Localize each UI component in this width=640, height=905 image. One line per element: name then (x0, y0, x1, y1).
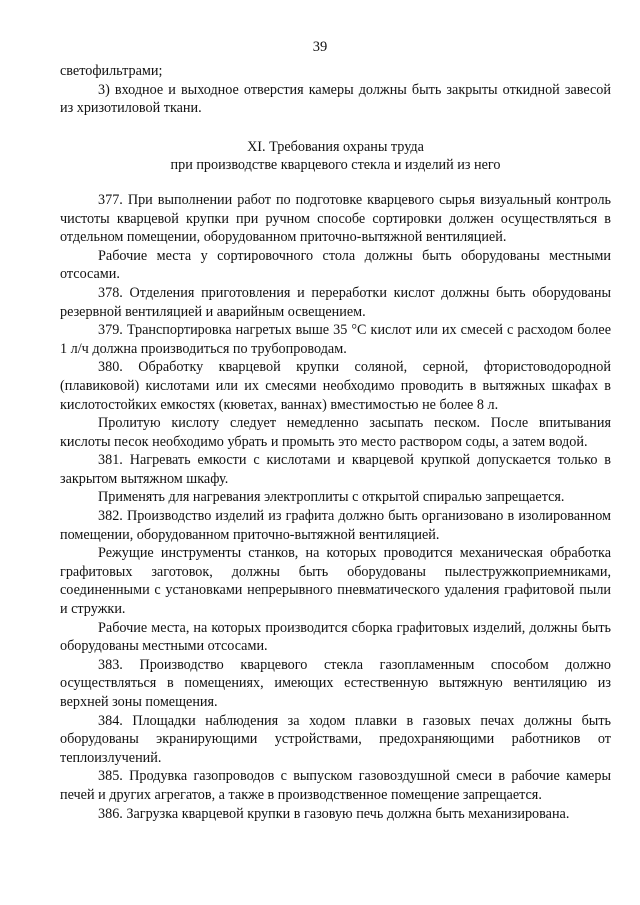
paragraph-379: 379. Транспортировка нагретых выше 35 °С кислот или их смесей с расходом более 1 л/ч должна производиться по трубопроводам. (60, 322, 611, 357)
paragraph-383: 383. Производство кварцевого стекла газопламенным способом должно осуществляться в помещениях, имеющих естественную вытяжную вентиляцию из верхней зоны помещения. (60, 656, 611, 710)
section-subtitle: при производстве кварцевого стекла и изделий из него (170, 157, 501, 174)
document-body (60, 62, 611, 823)
paragraph-382-cont-1: Режущие инструменты станков, на которых проводится механическая обработка графитовых заготовок, должны быть оборудованы пылестружкоприемниками, соединенными с установками непрерывного пневматического удаления графитовой пыли и стружки. (60, 545, 611, 618)
paragraph-381: 381. Нагревать емкости с кислотами и кварцевой крупкой допускается только в закрытом вытяжном шкафу. (60, 452, 611, 487)
intro-item-3: 3) входное и выходное отверстия камеры должны быть закрыты откидной завесой из хризотиловой ткани. (60, 81, 611, 117)
paragraph-385: 385. Продувка газопроводов с выпуском газовоздушной смеси в рабочие камеры печей и других агрегатов, а также в производственное помещение запрещается. (60, 768, 611, 803)
intro-line-1: светофильтрами; (60, 63, 163, 79)
section-heading (60, 138, 611, 175)
paragraph-381-cont: Применять для нагревания электроплиты с открытой спиралью запрещается. (98, 489, 565, 506)
paragraph-380: 380. Обработку кварцевой крупки соляной, серной, фтористоводородной (плавиковой) кислотами или их смесями необходимо проводить в вытяжных шкафах в кислотостойких емкостях (кюветах, ваннах) вместимостью не более 8 л. (60, 359, 611, 413)
paragraph-382: 382. Производство изделий из графита должно быть организовано в изолированном помещении, оборудованном приточно-вытяжной вентиляцией. (60, 508, 611, 543)
paragraph-377: 377. При выполнении работ по подготовке кварцевого сырья визуальный контроль чистоты кварцевой крупки при ручном способе сортировки должен осуществляться в отдельном помещении, оборудованном приточно-вытяжной вентиляцией. (60, 191, 611, 246)
page-number: 39 (312, 39, 328, 55)
paragraph-377-cont: Рабочие места у сортировочного стола должны быть оборудованы местными отсосами. (60, 247, 611, 283)
paragraph-384: 384. Площадки наблюдения за ходом плавки в газовых печах должны быть оборудованы экранирующими устройствами, предохраняющими работников от теплоизлучений. (60, 712, 611, 766)
paragraph-382-cont-2: Рабочие места, на которых производится сборка графитовых изделий, должны быть оборудованы местными отсосами. (60, 619, 611, 655)
paragraph-378: 378. Отделения приготовления и переработки кислот должны быть оборудованы резервной вентиляцией и аварийным освещением. (60, 284, 611, 320)
paragraph-380-cont: Пролитую кислоту следует немедленно засыпать песком. После впитывания кислоты песок необходимо убрать и промыть это место раствором соды, а затем водой. (60, 415, 611, 450)
paragraph-386: 386. Загрузка кварцевой крупки в газовую печь должна быть механизирована. (98, 805, 570, 822)
section-title: XI. Требования охраны труда (247, 138, 424, 155)
